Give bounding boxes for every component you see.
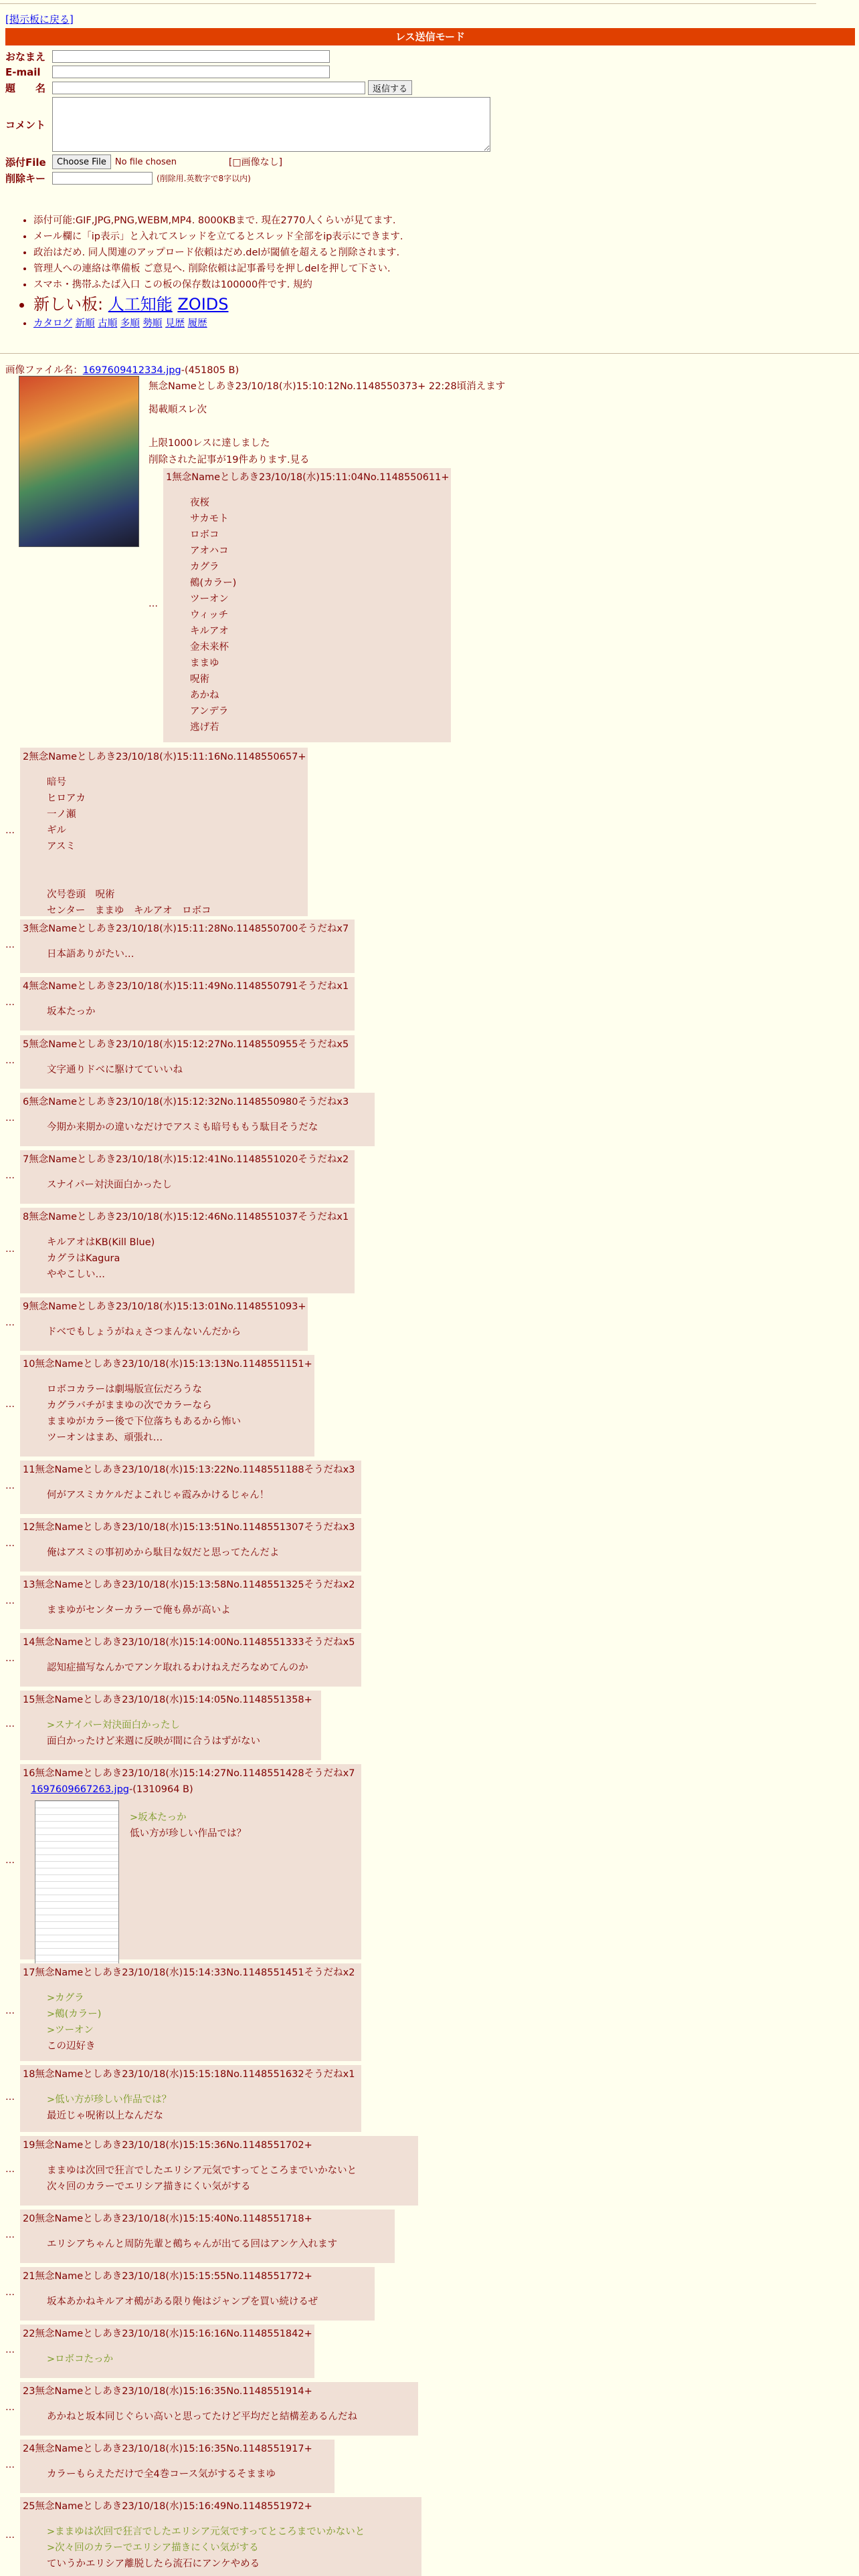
reply-indent-marker: … [5,2287,15,2298]
reply-form [5,49,490,187]
reply-indent-marker: … [5,2230,15,2240]
reply-post [20,2267,375,2321]
reply-text: 坂本たっか [47,1006,96,1017]
op-file-link[interactable]: 1697609412334.jpg [82,365,181,376]
nav-newest[interactable]: 新順 [75,318,95,329]
reply-post [20,1035,355,1089]
reply-header[interactable]: 12無念Nameとしあき23/10/18(水)15:13:51No.1148551307そうだねx3 [23,1522,355,1533]
reply-body [47,1990,359,2054]
reply-header[interactable]: 8無念Nameとしあき23/10/18(水)15:12:46No.1148551037そうだねx1 [23,1212,349,1222]
reply-text: ままゆがセンターカラーで俺も鼻が高いよ [47,1605,231,1616]
rule-item: • メール欄に「ip表示」と入れてスレッドを立てるとスレッド全部をip表示にできます. [33,229,403,245]
reply-file-size: -(1310964 B) [128,1784,193,1795]
board-link-ai[interactable]: 人工知能 [108,295,173,314]
reply-text: 俺はアスミの事初めから駄目な奴だと思ってたんだよ [47,1547,280,1558]
reply-indent-marker: … [5,1653,15,1664]
nav-catalog[interactable]: カタログ [33,318,72,329]
op-file-size: -(451805 B) [181,365,240,376]
op-header: 無念Nameとしあき23/10/18(水)15:10:12No.1148550373+ 22:28頃消えます [149,381,506,392]
reply-body [47,774,305,919]
reply-quote: >ままゆは次回で狂言でしたエリシア元気ですってところまでいかないと >次々回のカラーでエリシア描きにくい気がする [47,2527,365,2553]
reply-indent-marker: … [5,2345,15,2355]
rule-item: • 政治はだめ. 同人関連のアップロード依頼はだめ.delが閾値を超えると削除されます. [33,245,403,261]
nav-history[interactable]: 履歴 [187,318,207,329]
file-label: 添付File [5,156,46,169]
reply-indent-marker: … [5,997,15,1008]
reply-text: 坂本あかねキルアオ鵺がある限り俺はジャンプを買い続けるぜ [47,2296,318,2307]
reply-text: ていうかエリシア離脱したら流石にアンケやめる [47,2559,260,2569]
reply-mode-banner: レス送信モード [5,28,855,45]
reply-text: ロボコカラーは劇場版宣伝だろうな カグラバチがままゆの次でカラーなら ままゆがカラー後で下位落ちもあるから怖い ツーオンはまあ、頑張れ… [47,1384,241,1443]
reply-post [163,468,451,742]
reply-post [20,1764,361,1959]
reply-header[interactable]: 4無念Nameとしあき23/10/18(水)15:11:49No.1148550791そうだねx1 [23,981,349,992]
reply-header[interactable]: 18無念Nameとしあき23/10/18(水)15:15:18No.1148551632そうだねx1 [23,2069,355,2080]
reply-text: この辺好き [47,2041,96,2052]
delete-key-label: 削除キー [5,173,46,185]
reply-post [20,2065,361,2132]
top-divider [0,3,816,4]
reply-indent-marker: … [5,1719,15,1729]
reply-indent-marker: … [5,1317,15,1328]
reply-header[interactable]: 13無念Nameとしあき23/10/18(水)15:13:58No.1148551325そうだねx2 [23,1580,355,1590]
rule-item: • スマホ・携帯ふたば入口 この板の保存数は100000件です. 規約 [33,277,403,293]
reply-indent-marker: … [149,599,158,609]
reply-text: 暗号 ヒロアカ 一ノ瀬 ギル アスミ 次号巻頭 呪術 センター ままゆ キルアオ ロボコ [47,777,211,916]
reply-quote: >カグラ >鵺(カラー) >ツーオン [47,1993,102,2036]
subject-input[interactable] [52,82,365,94]
reply-indent-marker: … [5,1055,15,1066]
reply-header[interactable]: 17無念Nameとしあき23/10/18(水)15:14:33No.1148551451そうだねx2 [23,1967,355,1978]
reply-body [47,1660,359,1676]
reply-indent-marker: … [5,1399,15,1410]
reply-body [47,2294,372,2310]
reply-header[interactable]: 7無念Nameとしあき23/10/18(水)15:12:41No.1148551020そうだねx2 [23,1154,349,1165]
reply-header[interactable]: 21無念Nameとしあき23/10/18(水)15:15:55No.1148551772+ [23,2271,312,2282]
reply-thumbnail[interactable] [35,1800,119,1969]
reply-file-info [31,1782,359,1798]
comment-label: コメント [5,118,46,131]
reply-quote: >坂本たっか [130,1812,187,1823]
reply-text: 日本語ありがたい… [47,949,134,960]
reply-post [20,1691,321,1760]
delete-key-input[interactable] [52,172,153,185]
reply-body [47,1324,305,1340]
reply-body [47,2236,392,2252]
email-label: E-mail [5,66,41,78]
reply-text: 夜桜 サカモト ロボコ アオハコ カグラ 鵺(カラー) ツーオン ウィッチ キルアオ 金未来杯 ままゆ 呪術 あかね アンデラ 逃げ若 [190,498,237,733]
reply-text: 面白かったけど来週に反映が間に合うはずがない [47,1736,260,1747]
reply-indent-marker: … [5,1244,15,1255]
reply-post [20,2210,395,2263]
reply-post [20,1633,361,1687]
reply-header[interactable]: 16無念Nameとしあき23/10/18(水)15:14:27No.1148551428そうだねx7 [23,1768,355,1779]
reply-body [47,1602,359,1618]
reply-indent-marker: … [5,825,15,836]
reply-post [20,1208,355,1293]
reply-header[interactable]: 15無念Nameとしあき23/10/18(水)15:14:05No.1148551358+ [23,1695,312,1705]
reply-header[interactable]: 1無念Nameとしあき23/10/18(水)15:11:04No.1148550611+ [166,472,450,483]
reply-header[interactable]: 25無念Nameとしあき23/10/18(水)15:16:49No.1148551972+ [23,2501,312,2512]
reply-header[interactable]: 2無念Nameとしあき23/10/18(水)15:11:16No.1148550657+ [23,752,306,762]
reply-body [47,2163,415,2195]
new-boards [33,293,403,316]
reply-indent-marker: … [5,1538,15,1549]
reply-header[interactable]: 10無念Nameとしあき23/10/18(水)15:13:13No.1148551151+ [23,1359,312,1370]
reply-post [20,2497,421,2576]
nav-view-history[interactable]: 見歴 [165,318,185,329]
reply-header[interactable]: 23無念Nameとしあき23/10/18(水)15:16:35No.1148551914+ [23,2386,312,2397]
reply-body [47,1119,372,1136]
reply-body [47,1545,359,1561]
rule-item: • 管理人への連絡は準備板 ご意見へ. 削除依頼は記事番号を押しdelを押して下さい. [33,261,403,277]
reply-text: あかねと坂本同じぐらい高いと思ってたけど平均だと結構差あるんだね [47,2411,357,2422]
reply-quote: >低い方が珍しい作品では？ [47,2095,172,2105]
reply-post [20,1963,361,2061]
reply-body [47,1717,318,1749]
delete-key-note: (削除用.英数字で8字以内) [157,174,251,183]
nav-oldest[interactable]: 古順 [98,318,118,329]
reply-header[interactable]: 19無念Nameとしあき23/10/18(水)15:15:36No.1148551702+ [23,2140,312,2151]
reply-text: スナイパー対決面白かったし [47,1180,172,1190]
reply-post [20,2136,418,2206]
reply-indent-marker: … [5,1855,15,1866]
reply-body [47,2409,415,2425]
reply-post [20,1461,361,1514]
reply-indent-marker: … [5,2164,15,2175]
reply-text: 低い方が珍しい作品では？ [130,1828,246,1839]
reply-indent-marker: … [5,2092,15,2103]
reply-text: カラーもらえただけで全4巻コース気がするそままゆ [47,2469,276,2480]
nav-most[interactable]: 多順 [120,318,140,329]
no-file-text: No file chosen [114,156,177,167]
new-boards-label: 新しい板: [33,295,108,314]
reply-text: 最近じゃ呪術以上なんだな [47,2111,163,2121]
reply-indent-marker: … [5,2006,15,2016]
reply-file-link[interactable]: 1697609667263.jpg [31,1784,129,1795]
reply-body [47,1382,312,1446]
reply-indent-marker: … [5,1113,15,1123]
reply-body [47,1235,352,1283]
email-input[interactable] [52,66,330,78]
section-divider [0,353,859,354]
reply-body [130,1810,359,1842]
reply-body [47,2092,359,2124]
reply-quote: >ロボコたっか [47,2354,114,2365]
board-rules [13,213,403,332]
reply-indent-marker: … [5,940,15,950]
reply-text: 認知症描写なんかでアンケ取れるわけねえだろなめてんのか [47,1662,308,1673]
name-input[interactable] [52,50,330,63]
reply-post [20,920,355,973]
rule-item: • 添付可能:GIF,JPG,PNG,WEBM,MP4. 8000KBまで. 現在2770人くらいが見てます. [33,213,403,229]
reply-text: 何がアスミカケルだよこれじゃ霞みかけるじゃん！ [47,1490,270,1501]
reply-indent-marker: … [5,1596,15,1606]
reply-text: キルアオはKB(Kill Blue) カグラはKagura ややこしい… [47,1237,155,1280]
reply-indent-marker: … [5,2402,15,2413]
reply-post [20,748,308,916]
back-to-board-link[interactable]: [掲示板に戻る] [5,13,74,25]
reply-body [47,2524,419,2572]
no-image-checkbox[interactable]: [□画像なし] [228,157,283,168]
reply-body [47,1487,359,1503]
reply-text: 今期か来期かの違いなだけでアスミも暗号ももう駄目そうだな [47,1122,318,1133]
reply-text: エリシアちゃんと周防先輩と鵺ちゃんが出てる回はアンケ入れます [47,2239,338,2250]
op-file-label: 画像ファイル名： [5,365,83,376]
submit-button[interactable]: 返信する [368,80,412,95]
reply-header[interactable]: 22無念Nameとしあき23/10/18(水)15:16:16No.1148551842+ [23,2329,312,2339]
reply-post [20,2382,418,2436]
op-body: 掲載順スレ次 上限1000レスに達しました 削除された記事が19件あります.見る [149,405,310,465]
reply-post [20,1576,361,1629]
reply-text: ままゆは次回で狂言でしたエリシア元気ですってところまでいかないと 次々回のカラーでエリシア描きにくい気がする [47,2165,357,2192]
comment-textarea[interactable] [52,97,490,152]
reply-indent-marker: … [5,2460,15,2470]
reply-header[interactable]: 14無念Nameとしあき23/10/18(水)15:14:00No.1148551333そうだねx5 [23,1637,355,1648]
choose-file-button[interactable]: Choose File [52,154,111,169]
op-image[interactable] [19,376,139,547]
reply-header[interactable]: 11無念Nameとしあき23/10/18(水)15:13:22No.1148551188そうだねx3 [23,1465,355,1475]
op-post [149,379,505,469]
reply-body [47,1062,352,1078]
reply-header[interactable]: 3無念Nameとしあき23/10/18(水)15:11:28No.1148550700そうだねx7 [23,924,349,934]
reply-post [20,1093,375,1146]
reply-header[interactable]: 20無念Nameとしあき23/10/18(水)15:15:40No.1148551718+ [23,2214,312,2224]
reply-post [20,1355,314,1457]
reply-body [190,495,448,736]
reply-post [20,1518,361,1572]
op-file-info [5,362,239,377]
reply-text: 文字通りドベに駆けてていいね [47,1065,183,1075]
name-label: おなまえ [5,51,46,63]
reply-body [47,946,352,962]
reply-indent-marker: … [5,1170,15,1181]
reply-post [20,2325,314,2378]
reply-body [47,2466,332,2482]
reply-body [47,2351,312,2367]
reply-post [20,2440,335,2493]
reply-header[interactable]: 9無念Nameとしあき23/10/18(水)15:13:01No.1148551093+ [23,1301,306,1312]
reply-header[interactable]: 5無念Nameとしあき23/10/18(水)15:12:27No.1148550955そうだねx5 [23,1039,349,1050]
nav-links [33,316,403,332]
nav-momentum[interactable]: 勢順 [142,318,163,329]
reply-header[interactable]: 24無念Nameとしあき23/10/18(水)15:16:35No.1148551917+ [23,2444,312,2454]
reply-post [20,977,355,1031]
reply-post [20,1150,355,1204]
reply-indent-marker: … [5,2530,15,2541]
reply-body [47,1004,352,1020]
reply-body [47,1177,352,1193]
reply-indent-marker: … [5,1481,15,1491]
reply-quote: >スナイパー対決面白かったし [47,1720,181,1731]
reply-text: ドベでもしょうがねぇさつまんないんだから [47,1327,241,1337]
board-link-zoids[interactable]: ZOIDS [177,295,229,314]
subject-label: 題 名 [5,82,46,94]
reply-header[interactable]: 6無念Nameとしあき23/10/18(水)15:12:32No.1148550980そうだねx3 [23,1097,349,1107]
reply-post [20,1297,308,1351]
